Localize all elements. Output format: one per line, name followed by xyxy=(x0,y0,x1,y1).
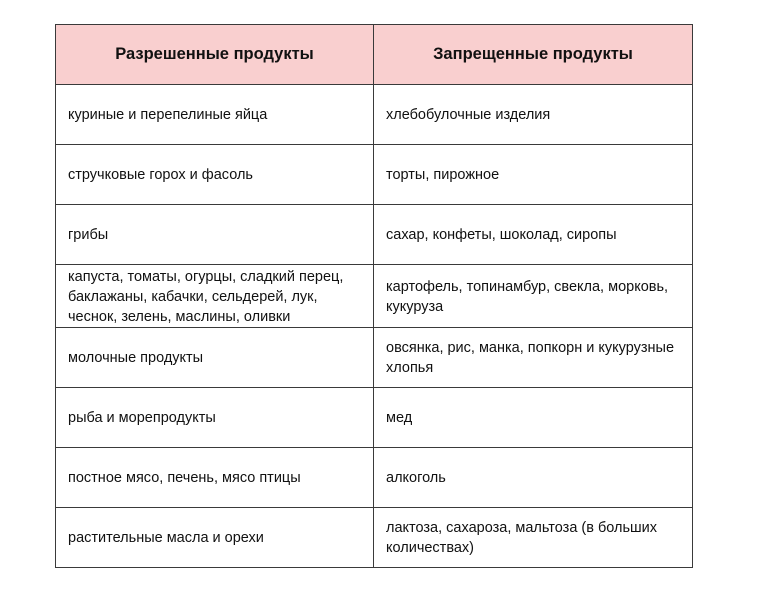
food-table xyxy=(55,24,693,568)
forbidden-cell: овсянка, рис, манка, попкорн и кукурузные хлопья xyxy=(374,328,693,388)
forbidden-cell: сахар, конфеты, шоколад, сиропы xyxy=(374,205,693,265)
header-row xyxy=(56,25,693,85)
forbidden-cell: алкоголь xyxy=(374,448,693,508)
table-row xyxy=(56,388,693,448)
table-row xyxy=(56,265,693,328)
allowed-cell: молочные продукты xyxy=(56,328,374,388)
table-row xyxy=(56,328,693,388)
allowed-cell: растительные масла и орехи xyxy=(56,508,374,568)
allowed-cell: куриные и перепелиные яйца xyxy=(56,85,374,145)
forbidden-cell: мед xyxy=(374,388,693,448)
allowed-cell: постное мясо, печень, мясо птицы xyxy=(56,448,374,508)
header-allowed: Разрешенные продукты xyxy=(56,25,374,85)
table-row xyxy=(56,145,693,205)
allowed-cell: грибы xyxy=(56,205,374,265)
allowed-cell: рыба и морепродукты xyxy=(56,388,374,448)
allowed-cell: капуста, томаты, огурцы, сладкий перец, баклажаны, кабачки, сельдерей, лук, чеснок, зелень, маслины, оливки xyxy=(56,265,374,328)
forbidden-cell: торты, пирожное xyxy=(374,145,693,205)
allowed-cell: стручковые горох и фасоль xyxy=(56,145,374,205)
table-row xyxy=(56,85,693,145)
table-row xyxy=(56,448,693,508)
forbidden-cell: лактоза, сахароза, мальтоза (в больших количествах) xyxy=(374,508,693,568)
header-forbidden: Запрещенные продукты xyxy=(374,25,693,85)
forbidden-cell: хлебобулочные изделия xyxy=(374,85,693,145)
table-row xyxy=(56,508,693,568)
forbidden-cell: картофель, топинамбур, свекла, морковь, кукуруза xyxy=(374,265,693,328)
table-row xyxy=(56,205,693,265)
